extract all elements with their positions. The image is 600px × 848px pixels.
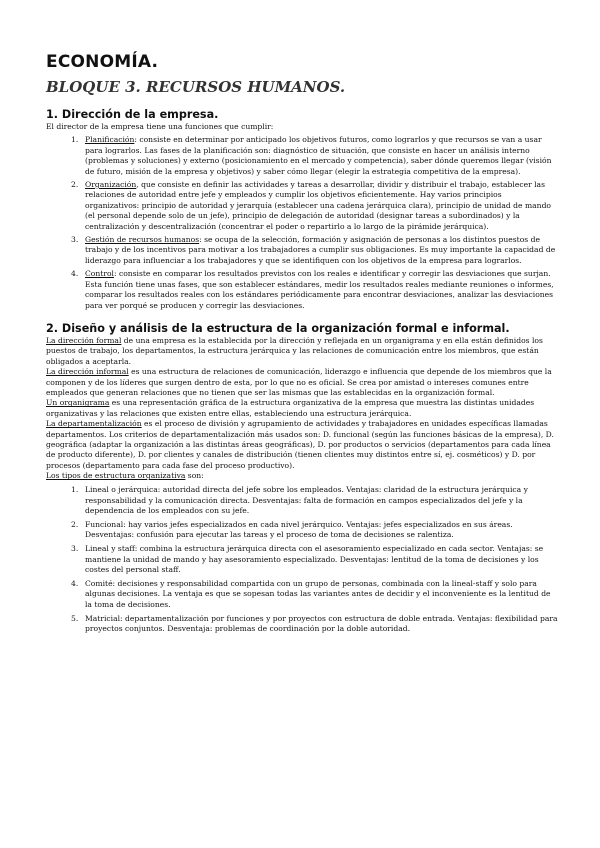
list-item-text: Lineal y staff: combina la estructura jerárquica directa con el asesoramiento especializado en cada sector. Ventajas: se mantiene la unidad de mando y hay asesoramiento especializado. Desventajas: lentitud de la toma de decisiones y los costes del personal staff. <box>85 544 544 574</box>
list-item <box>46 614 558 635</box>
list-item-number: 3. <box>71 544 79 554</box>
list-item <box>46 235 558 266</box>
list-item-number: 4. <box>71 578 79 588</box>
paragraph-term: La dirección informal <box>46 367 129 377</box>
paragraph-term: La departamentalización <box>46 419 142 429</box>
list-item-term: Control <box>85 269 114 279</box>
list-item <box>46 544 558 575</box>
list-item <box>46 520 558 541</box>
list-item-text: : se ocupa de la selección, formación y asignación de personas a los distintos puestos de trabajo y de los incentivos para motivar a los trabajadores a cumplir sus obligaciones. Es muy importante la capacidad de liderazgo para influenciar a los trabajadores y que se identifiquen con los objetivos de la empresa para lograrlos. <box>85 235 556 265</box>
list-item-number: 1. <box>71 485 79 495</box>
list-item-number: 3. <box>71 235 79 245</box>
document-page <box>46 52 558 634</box>
paragraph-departmentalization <box>46 419 558 471</box>
list-item-term: Planificación <box>85 135 135 145</box>
list-item <box>46 135 558 177</box>
director-functions-list <box>46 135 558 311</box>
list-item-term: Organización <box>85 180 137 190</box>
paragraph-term: Un organigrama <box>46 398 110 408</box>
list-item <box>46 269 558 311</box>
list-item <box>46 180 558 232</box>
paragraph-text: es el proceso de división y agrupamiento de actividades y trabajadores en unidades específicas llamadas departamentos. Los criterios de departamentalización más usados son: D. funcional (según las funciones básicas de la empresa), D. geográfica (adaptar la organización a las distintas áreas geográficas), D. por productos o servicios (departamentos para cada línea de producto diferente), D. por clientes y canales de distribución (tienen clientes muy distintos entre sí, ej. cosméticos) y D. por procesos (departamento para cada fase del proceso productivo). <box>46 419 554 470</box>
list-item-number: 2. <box>71 519 79 529</box>
list-item-text: , que consiste en definir las actividades y tareas a desarrollar, dividir y distribuir el trabajo, establecer las relaciones de autoridad entre jefe y empleados y cumplir los objetivos eficientemente. Hay varios principios organizativos: principio de autoridad y jerarquía (establecer una cadena jerárquica clara), principio de unidad de mando (el personal depende solo de un jefe), principio de delegación de autoridad (designar tareas a subordinados) y la centralización y descentralización (concentrar el poder o repartirlo a lo largo de la pirámide jerárquica). <box>85 180 552 231</box>
list-item-number: 5. <box>71 613 79 623</box>
document-subtitle: BLOQUE 3. RECURSOS HUMANOS. <box>46 78 346 96</box>
paragraph-organigram <box>46 398 558 419</box>
section-1-intro: El director de la empresa tiene una funciones que cumplir: <box>46 122 274 131</box>
list-item-text: Funcional: hay varios jefes especializados en cada nivel jerárquico. Ventajas: jefes especializados en sus áreas. Desventajas: confusión para ejecutar las tareas y el proceso de toma de decisiones se ralentiza. <box>85 519 513 540</box>
paragraph-term: La dirección formal <box>46 335 122 345</box>
structure-types-list <box>46 485 558 634</box>
list-item <box>46 579 558 610</box>
list-item-text: Comité: decisiones y responsabilidad compartida con un grupo de personas, combinada con la lineal-staff y solo para algunas decisiones. La ventaja es que se sopesan todas las variantes antes de decidir y el inconveniente es la lentitud de la toma de decisiones. <box>85 578 551 609</box>
list-item-text: : consiste en comparar los resultados previstos con los reales e identificar y corregir las desviaciones que surjan. Esta función tiene unas fases, que son establecer estándares, medir los resultados reales mediante reuniones o informes, comparar los resultados reales con los estándares periódicamente para encontrar desviaciones, analizar las desviaciones para ver porqué se producen y corregir las desviaciones. <box>85 269 554 310</box>
list-item-text: Lineal o jerárquica: autoridad directa del jefe sobre los empleados. Ventajas: claridad de la estructura jerárquica y responsabilidad y la comunicación directa. Desventajas: falta de formación en campos especializados del jefe y la dependencia de los empleados con su jefe. <box>85 485 528 515</box>
section-2-heading: 2. Diseño y análisis de la estructura de la organización formal e informal. <box>46 321 510 335</box>
list-item-text: Matricial: departamentalización por funciones y por proyectos con estructura de doble entrada. Ventajas: flexibilidad para proyectos conjuntos. Desventaja: problemas de coordinación por la doble autoridad. <box>85 613 558 633</box>
list-item-term: Gestión de recursos humanos <box>85 235 200 245</box>
paragraph-text: es una representación gráfica de la estructura organizativa de la empresa que muestra las distintas unidades organizativas y las relaciones que existen entre ellas, estableciendo una estructura jerárquica. <box>46 398 535 418</box>
paragraph-text: de una empresa es la establecida por la dirección y reflejada en un organigrama y en ella están definidos los puestos de trabajo, los departamentos, la estructura jerárquica y las relaciones de comunicación entre los miembros, que están obligados a aceptarla. <box>46 335 543 366</box>
types-heading-suffix: son: <box>185 471 204 481</box>
list-item-number: 2. <box>71 180 79 190</box>
list-item-text: : consiste en determinar por anticipado los objetivos futuros, como lograrlos y que recursos se van a usar para lograrlos. Las fases de la planificación son: diagnóstico de situación, que consiste en hacer un análisis interno (problemas y soluciones) y externo (posicionamiento en el mercado y competencia), saber dónde queremos llegar (visión de futuro, misión de la empresa y objetivos) y saber cómo llegar (elegir la estrategia competitiva de la empresa). <box>85 135 552 176</box>
document-title: ECONOMÍA. <box>46 52 159 72</box>
section-1-heading: 1. Dirección de la empresa. <box>46 108 219 121</box>
paragraph-text: es una estructura de relaciones de comunicación, liderazgo e influencia que depende de los miembros que la componen y de los líderes que surgen dentro de esta, por lo que no es oficial. Se crea por amistad o intereses comunes entre empleados que generan relaciones que no tienen que ser las mismas que las establecidas en la organización formal. <box>46 367 552 397</box>
paragraph-informal-direction <box>46 367 558 398</box>
paragraph-formal-direction <box>46 336 558 367</box>
list-item <box>46 485 558 516</box>
types-heading-term: Los tipos de estructura organizativa <box>46 471 186 481</box>
types-heading <box>46 471 558 481</box>
list-item-number: 1. <box>71 135 79 145</box>
list-item-number: 4. <box>71 269 79 279</box>
